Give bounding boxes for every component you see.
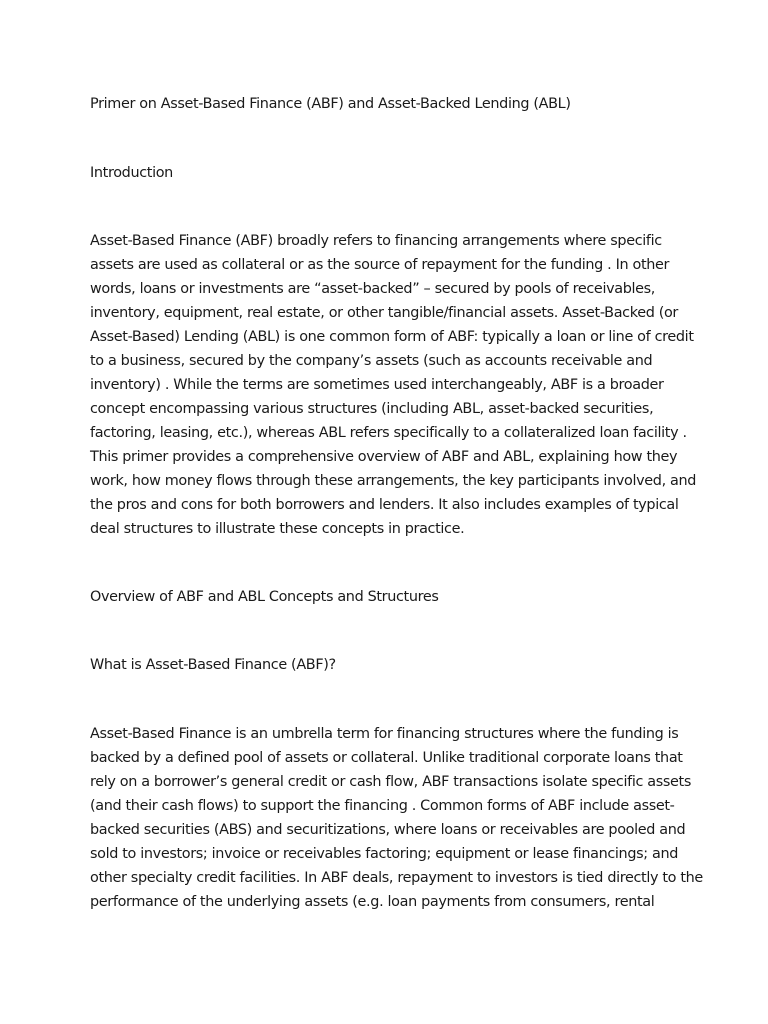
what-is-abf-heading: What is Asset-Based Finance (ABF)? [90,657,336,673]
paragraph-line: assets are used as collateral or as the source of repayment for the funding . In other [90,257,670,273]
paragraph-line: backed by a defined pool of assets or collateral. Unlike traditional corporate loans that [90,750,683,766]
paragraph-line: This primer provides a comprehensive overview of ABF and ABL, explaining how they [90,449,678,465]
paragraph-line: (and their cash flows) to support the financing . Common forms of ABF include asset- [90,798,675,814]
paragraph-line: rely on a borrower’s general credit or cash flow, ABF transactions isolate specific assets [90,774,691,790]
paragraph-line: Asset-Based Finance is an umbrella term for financing structures where the funding is [90,726,679,742]
paragraph-line: factoring, leasing, etc.), whereas ABL refers specifically to a collateralized loan facility . [90,425,687,441]
paragraph-line: deal structures to illustrate these concepts in practice. [90,521,465,537]
paragraph-line: other specialty credit facilities. In ABF deals, repayment to investors is tied directly to the [90,870,703,886]
paragraph-line: Asset-Based) Lending (ABL) is one common form of ABF: typically a loan or line of credit [90,329,694,345]
paragraph-line: performance of the underlying assets (e.g. loan payments from consumers, rental [90,894,655,910]
paragraph-line: sold to investors; invoice or receivables factoring; equipment or lease financings; and [90,846,678,862]
overview-heading: Overview of ABF and ABL Concepts and Structures [90,589,439,605]
paragraph-line: to a business, secured by the company’s assets (such as accounts receivable and [90,353,653,369]
document-title: Primer on Asset-Based Finance (ABF) and Asset-Backed Lending (ABL) [90,96,571,112]
paragraph-line: backed securities (ABS) and securitizations, where loans or receivables are pooled and [90,822,686,838]
paragraph-line: words, loans or investments are “asset-backed” – secured by pools of receivables, [90,281,656,297]
paragraph-line: the pros and cons for both borrowers and lenders. It also includes examples of typical [90,497,679,513]
paragraph-line: inventory) . While the terms are sometimes used interchangeably, ABF is a broader [90,377,664,393]
paragraph-line: Asset-Based Finance (ABF) broadly refers to financing arrangements where specific [90,233,662,249]
paragraph-line: work, how money flows through these arrangements, the key participants involved, and [90,473,697,489]
paragraph-line: concept encompassing various structures (including ABL, asset-backed securities, [90,401,654,417]
introduction-heading: Introduction [90,165,173,181]
paragraph-line: inventory, equipment, real estate, or other tangible/financial assets. Asset-Backed (or [90,305,678,321]
